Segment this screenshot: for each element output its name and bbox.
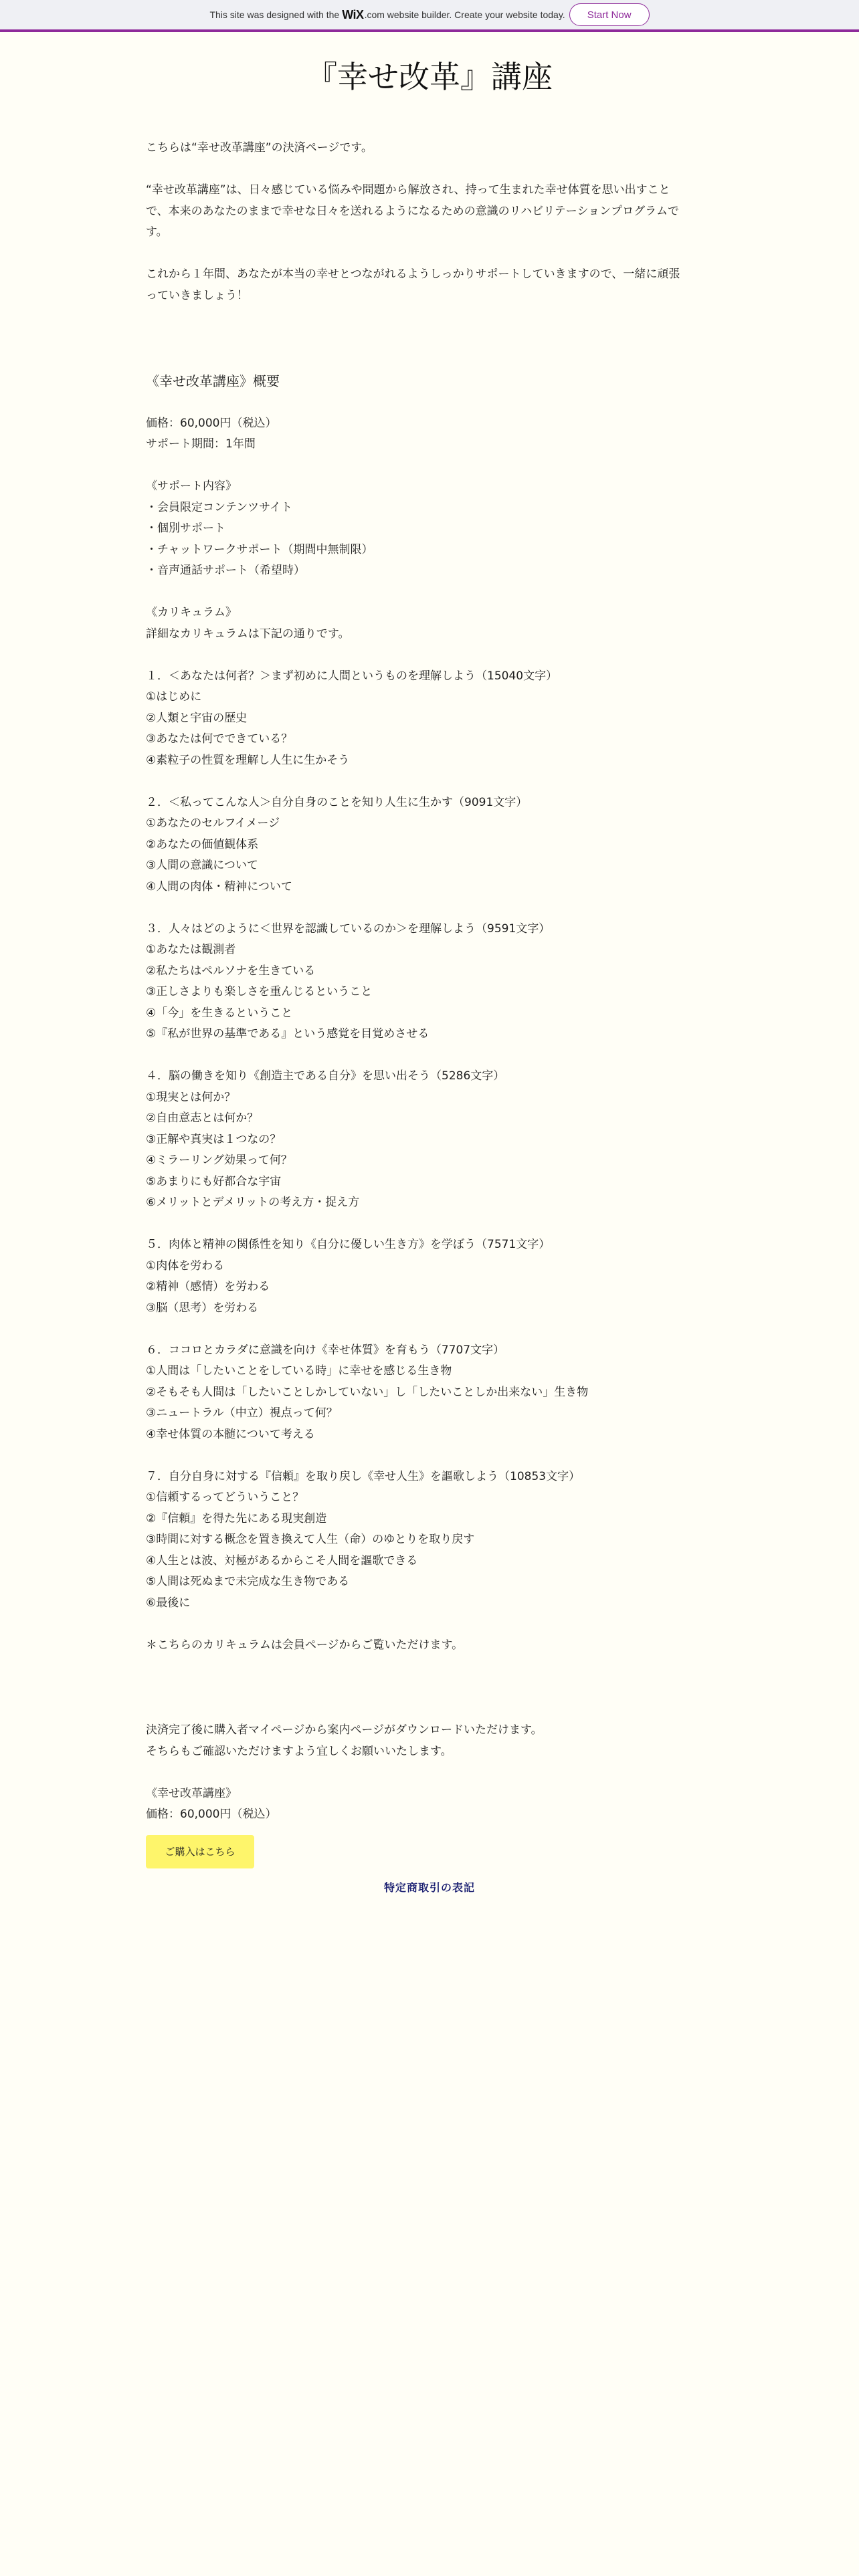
chapter-item: ③正解や真実は１つなの？	[146, 1132, 282, 1146]
chapter-title: ５．肉体と精神の関係性を知り《自分に優しい生き方》を学ぼう（7571文字）	[146, 1238, 551, 1251]
curriculum-chapter-3	[146, 919, 721, 1045]
intro-p2-line: す。	[146, 225, 168, 239]
chapter-item: ②人類と宇宙の歴史	[146, 711, 248, 725]
chapter-item: ①はじめに	[146, 690, 202, 704]
product-name: 《幸せ改革講座》	[146, 1786, 237, 1800]
closing-line-1: 決済完了後に購入者マイページから案内ページがダウンロードいただけます。	[146, 1723, 543, 1737]
chapter-item: ①現実とは何か？	[146, 1090, 236, 1104]
wix-logo[interactable]: WiX	[342, 7, 364, 21]
overview-period: サポート期間：1年間	[146, 437, 256, 451]
support-item: ・チャットワークサポート（期間中無制限）	[146, 542, 373, 556]
intro-paragraph-1: こちらは“幸せ改革講座”の決済ページです。	[146, 141, 373, 154]
page-title: 『幸せ改革』講座	[306, 59, 553, 95]
start-now-button[interactable]: Start Now	[569, 3, 650, 26]
curriculum-chapter-5	[146, 1235, 721, 1319]
chapter-item: ⑤『私が世界の基準である』という感覚を目覚めさせる	[146, 1027, 430, 1041]
buy-button[interactable]: ご購入はこちら	[146, 1835, 254, 1868]
chapter-item: ①信頼するってどういうこと？	[146, 1491, 304, 1504]
chapter-item: ⑥最後に	[146, 1596, 191, 1610]
chapter-title: ６．ココロとカラダに意識を向け《幸せ体質》を育もう（7707文字）	[146, 1343, 505, 1357]
chapter-item: ⑤あまりにも好都合な宇宙	[146, 1174, 282, 1188]
chapter-item: ③正しさよりも楽しさを重んじるということ	[146, 985, 373, 998]
intro-paragraph-2	[146, 180, 721, 243]
curriculum-chapter-6	[146, 1340, 721, 1446]
chapter-item: ④人生とは波、対極があるからこそ人間を謳歌できる	[146, 1553, 418, 1568]
chapter-item: ②『信頼』を得た先にある現実創造	[146, 1511, 327, 1525]
intro-p2-line: で、本来のあなたのままで幸せな日々を送れるようになるための意識のリハビリテーションプログラムで	[146, 204, 679, 218]
intro-p2-line: “幸せ改革講座”は、日々感じている悩みや問題から解放され、持って生まれた幸せ体質を思い出すこと	[146, 183, 670, 197]
wix-banner-text-after: .com website builder. Create your website today.	[364, 9, 565, 20]
chapter-item: ②そもそも人間は「したいことしかしていない」し「したいことしか出来ない」生き物	[146, 1385, 589, 1399]
chapter-item: ③時間に対する概念を置き換えて人生（命）のゆとりを取り戻す	[146, 1533, 475, 1546]
chapter-item: ⑥メリットとデメリットの考え方・捉え方	[146, 1196, 360, 1209]
chapter-title: ４．脳の働きを知り《創造主である自分》を思い出そう（5286文字）	[146, 1069, 505, 1083]
chapter-item: ②あなたの価値観体系	[146, 837, 259, 851]
intro-p3-line: っていきましょう！	[146, 288, 248, 302]
chapter-item: ④ミラーリング効果って何？	[146, 1154, 292, 1167]
support-item: ・音声通話サポート（希望時）	[146, 564, 305, 577]
intro-paragraph-3	[146, 264, 721, 306]
chapter-item: ④素粒子の性質を理解し人生に生かそう	[146, 753, 350, 767]
chapter-title: ２．＜私ってこんな人＞自分自身のことを知り人生に生かす（9091文字）	[146, 795, 528, 809]
curriculum-note: ＊こちらのカリキュラムは会員ページからご覧いただけます。	[146, 1638, 464, 1652]
chapter-item: ②私たちはペルソナを生きている	[146, 964, 316, 978]
curriculum-intro: 詳細なカリキュラムは下記の通りです。	[146, 627, 350, 641]
chapter-item: ⑤人間は死ぬまで未完成な生き物である	[146, 1575, 350, 1588]
main-content	[146, 138, 721, 1868]
chapter-item: ①あなたは観測者	[146, 943, 236, 956]
chapter-title: ７．自分自身に対する『信頼』を取り戻し《幸せ人生》を謳歌しよう（10853文字）	[146, 1469, 581, 1483]
support-item: ・個別サポート	[146, 522, 225, 535]
wix-banner-text	[209, 8, 565, 22]
chapter-item: ①あなたのセルフイメージ	[146, 817, 280, 830]
chapter-item: ①人間は「したいことをしている時」に幸せを感じる生き物	[146, 1364, 452, 1378]
chapter-item: ③脳（思考）を労わる	[146, 1301, 259, 1315]
chapter-item: ③あなたは何でできている？	[146, 732, 293, 746]
wix-promo-banner	[0, 0, 859, 32]
intro-p3-line: これから１年間、あなたが本当の幸せとつながれるようしっかりサポートしていきますので、一緒に頑張	[146, 267, 680, 281]
chapter-item: ①肉体を労わる	[146, 1259, 225, 1273]
legal-notice-link[interactable]: 特定商取引の表記	[383, 1881, 475, 1894]
overview-price: 価格：60,000円（税込）	[146, 416, 277, 430]
wix-banner-text-before: This site was designed with the	[209, 9, 340, 20]
curriculum-heading: 《カリキュラム》	[146, 606, 237, 619]
curriculum-chapter-1	[146, 666, 721, 772]
overview-heading: 《幸せ改革講座》概要	[146, 373, 280, 389]
closing-line-2: そちらもご確認いただけますよう宜しくお願いいたします。	[146, 1744, 452, 1758]
support-heading: 《サポート内容》	[146, 479, 237, 493]
chapter-title: １．＜あなたは何者？＞まず初めに人間というものを理解しよう（15040文字）	[146, 669, 558, 683]
curriculum-chapter-2	[146, 792, 721, 898]
chapter-item: ④「今」を生きるということ	[146, 1006, 293, 1020]
chapter-title: ３．人々はどのように＜世界を認識しているのか＞を理解しよう（9591文字）	[146, 922, 551, 936]
chapter-item: ③ニュートラル（中立）視点って何？	[146, 1406, 338, 1420]
chapter-item: ④人間の肉体・精神について	[146, 879, 292, 893]
chapter-item: ②精神（感情）を労わる	[146, 1280, 270, 1293]
chapter-item: ④幸せ体質の本髄について考える	[146, 1427, 315, 1441]
support-item: ・会員限定コンテンツサイト	[146, 500, 292, 514]
chapter-item: ②自由意志とは何か？	[146, 1111, 259, 1125]
product-price: 価格：60,000円（税込）	[146, 1808, 277, 1821]
curriculum-chapter-7	[146, 1467, 721, 1614]
chapter-item: ③人間の意識について	[146, 859, 258, 872]
curriculum-chapter-4	[146, 1066, 721, 1214]
